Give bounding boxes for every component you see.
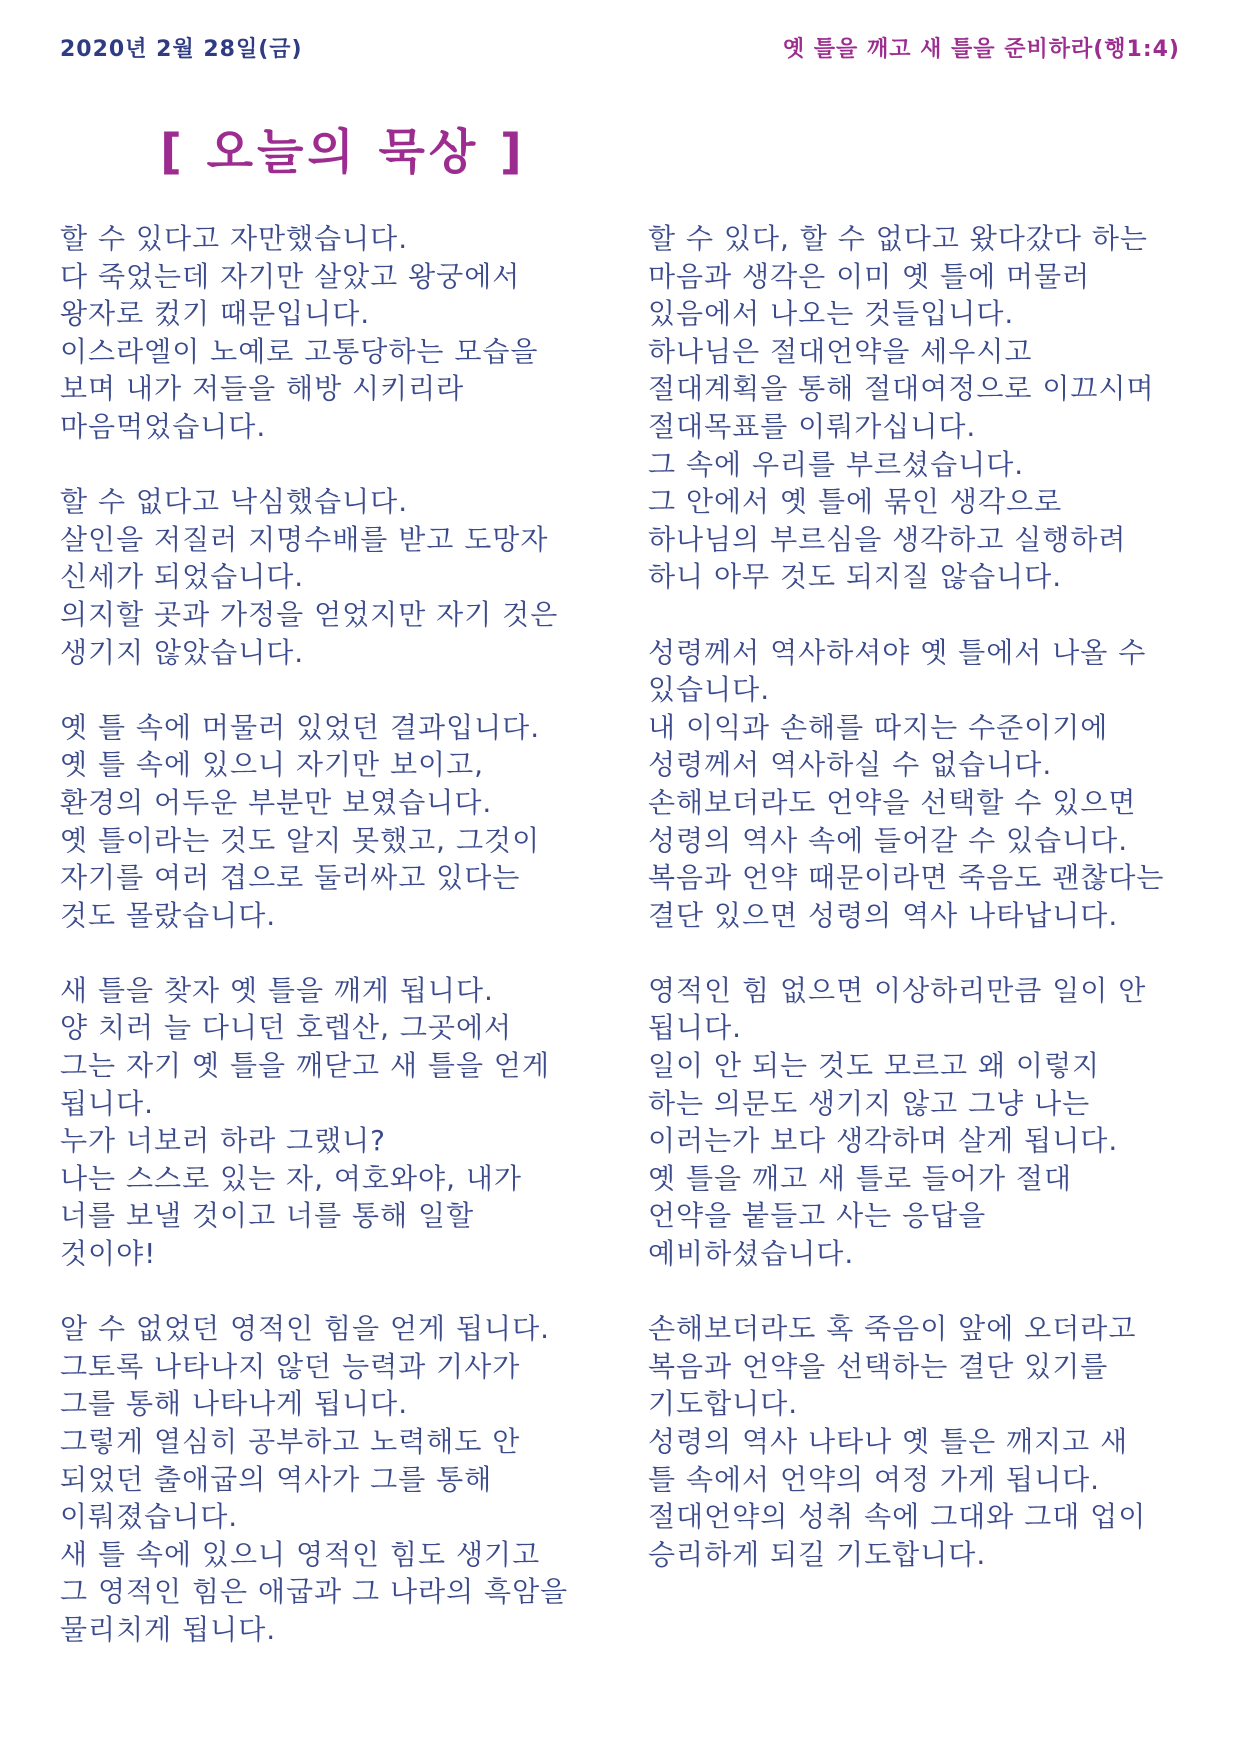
text-line: 성령의 역사 속에 들어갈 수 있습니다. (648, 823, 1129, 857)
text-line: 할 수 있다고 자만했습니다. (60, 222, 409, 255)
text-line: 옛 틀 속에 머물러 있었던 결과입니다. (60, 710, 541, 744)
right-column (648, 220, 1188, 1611)
text-line: 물리치게 됩니다. (60, 1612, 277, 1646)
text-line: 하니 아무 것도 되지질 않습니다. (648, 560, 1063, 594)
text-line: 나는 스스로 있는 자, 여호와야, 내가 (60, 1161, 522, 1195)
text-line: 성령의 역사 나타나 옛 틀은 깨지고 새 (648, 1425, 1129, 1458)
text-line: 이뤄졌습니다. (60, 1500, 239, 1534)
text-line: 것도 몰랐습니다. (60, 898, 277, 932)
paragraph (60, 972, 620, 1273)
text-line: 그 안에서 옛 틀에 묶인 생각으로 (648, 485, 1063, 519)
text-line: 됩니다. (648, 1011, 743, 1045)
text-line: 양 치러 늘 다니던 호렙산, 그곳에서 (60, 1011, 513, 1045)
text-line: 마음과 생각은 이미 옛 틀에 머물러 (648, 259, 1091, 293)
text-line: 절대언약의 성취 속에 그대와 그대 업이 (648, 1500, 1147, 1534)
text-line: 마음먹었습니다. (60, 409, 267, 443)
text-line: 되었던 출애굽의 역사가 그를 통해 (60, 1462, 493, 1496)
text-line: 누가 너보러 하라 그랬니? (60, 1124, 387, 1158)
text-line: 옛 틀 속에 있으니 자기만 보이고, (60, 748, 485, 782)
paragraph (60, 1310, 620, 1648)
text-line: 그를 통해 나타나게 됩니다. (60, 1387, 409, 1421)
text-line: 그 속에 우리를 부르셨습니다. (648, 447, 1025, 481)
paragraph (60, 709, 620, 935)
text-line: 환경의 어두운 부분만 보였습니다. (60, 785, 493, 819)
text-line: 됩니다. (60, 1086, 155, 1120)
header-motto: 옛 틀을 깨고 새 틀을 준비하라(행1:4) (782, 37, 1180, 62)
text-line: 할 수 없다고 낙심했습니다. (60, 485, 409, 519)
text-line: 틀 속에서 언약의 여정 가게 됩니다. (648, 1462, 1101, 1496)
text-line: 손해보더라도 혹 죽음이 앞에 오더라고 (648, 1312, 1137, 1346)
text-line: 생기지 않았습니다. (60, 635, 305, 669)
text-line: 예비하셨습니다. (648, 1237, 855, 1271)
text-line: 복음과 언약을 선택하는 결단 있기를 (648, 1349, 1109, 1383)
text-line: 일이 안 되는 것도 모르고 왜 이렇지 (648, 1049, 1101, 1083)
paragraph (60, 220, 620, 446)
paragraph (648, 972, 1188, 1273)
text-line: 이스라엘이 노예로 고통당하는 모습을 (60, 334, 539, 368)
text-line: 내 이익과 손해를 따지는 수준이기에 (648, 710, 1109, 744)
text-line: 할 수 있다, 할 수 없다고 왔다갔다 하는 (648, 222, 1148, 255)
text-line: 자기를 여러 겹으로 둘러싸고 있다는 (60, 861, 521, 895)
text-line: 그토록 나타나지 않던 능력과 기사가 (60, 1349, 521, 1383)
text-line: 복음과 언약 때문이라면 죽음도 괜찮다는 (648, 861, 1165, 895)
text-line: 승리하게 되길 기도합니다. (648, 1537, 987, 1571)
text-line: 영적인 힘 없으면 이상하리만큼 일이 안 (648, 973, 1147, 1007)
text-line: 새 틀을 찾자 옛 틀을 깨게 됩니다. (60, 973, 494, 1007)
text-line: 그 영적인 힘은 애굽과 그 나라의 흑암을 (60, 1575, 569, 1609)
paragraph (60, 483, 620, 671)
text-line: 하는 의문도 생기지 않고 그냥 나는 (648, 1086, 1091, 1120)
left-column (60, 220, 620, 1686)
text-line: 옛 틀이라는 것도 알지 못했고, 그것이 (60, 823, 541, 857)
text-line: 다 죽었는데 자기만 살았고 왕궁에서 (60, 259, 521, 293)
paragraph (648, 1310, 1188, 1573)
text-line: 언약을 붙들고 사는 응답을 (648, 1199, 987, 1233)
text-line: 결단 있으면 성령의 역사 나타납니다. (648, 898, 1119, 932)
text-line: 왕자로 컸기 때문입니다. (60, 297, 371, 331)
text-line: 새 틀 속에 있으니 영적인 힘도 생기고 (60, 1537, 541, 1571)
text-line: 것이야! (60, 1237, 157, 1271)
text-line: 살인을 저질러 지명수배를 받고 도망자 (60, 522, 549, 556)
text-line: 하나님은 절대언약을 세우시고 (648, 334, 1033, 368)
text-line: 성령께서 역사하셔야 옛 틀에서 나올 수 (648, 635, 1147, 669)
text-line: 보며 내가 저들을 해방 시키리라 (60, 372, 465, 406)
text-line: 옛 틀을 깨고 새 틀로 들어가 절대 (648, 1161, 1073, 1195)
paragraph (648, 220, 1188, 596)
text-line: 손해보더라도 언약을 선택할 수 있으면 (648, 785, 1137, 819)
header-date: 2020년 2월 28일(금) (60, 37, 303, 62)
page-title: [ 오늘의 묵상 ] (160, 124, 526, 180)
text-line: 그렇게 열심히 공부하고 노력해도 안 (60, 1425, 521, 1458)
text-line: 이러는가 보다 생각하며 살게 됩니다. (648, 1124, 1119, 1158)
text-line: 기도합니다. (648, 1387, 799, 1421)
text-line: 있음에서 나오는 것들입니다. (648, 297, 1015, 331)
text-line: 절대계획을 통해 절대여정으로 이끄시며 (648, 372, 1155, 406)
text-line: 신세가 되었습니다. (60, 560, 305, 594)
text-line: 알 수 없었던 영적인 힘을 얻게 됩니다. (60, 1312, 551, 1346)
paragraph (648, 634, 1188, 935)
text-line: 그는 자기 옛 틀을 깨닫고 새 틀을 얻게 (60, 1049, 551, 1083)
text-line: 절대목표를 이뤄가십니다. (648, 409, 977, 443)
text-line: 성령께서 역사하실 수 없습니다. (648, 748, 1053, 782)
text-line: 의지할 곳과 가정을 얻었지만 자기 것은 (60, 597, 559, 631)
text-line: 있습니다. (648, 673, 771, 707)
text-line: 하나님의 부르심을 생각하고 실행하려 (648, 522, 1127, 556)
text-line: 너를 보낼 것이고 너를 통해 일할 (60, 1199, 475, 1233)
